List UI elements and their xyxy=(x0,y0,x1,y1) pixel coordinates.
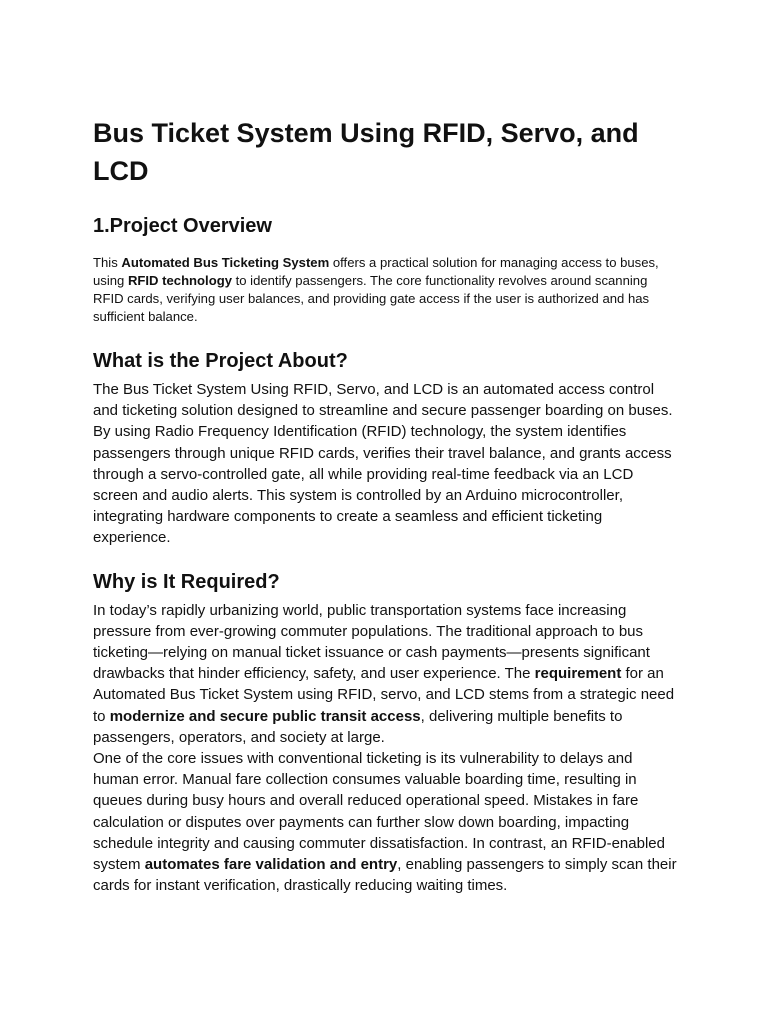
document-page xyxy=(93,114,678,896)
section-heading-what-is-project-about: What is the Project About? xyxy=(93,350,348,372)
bold-text-run: automates fare validation and entry xyxy=(144,856,398,874)
text-run: The Bus Ticket System Using RFID, Servo, and LCD is an automated access control and ticketing solution designed to streamline and secure passenger boarding on buses. By using Radio Frequency Identification (RFID) technology, the system identifies passengers through unique RFID cards, verifies their travel balance, and grants access through a servo-controlled gate, all while providing real-time feedback via an LCD screen and audio alerts. This system is controlled by an Arduino microcontroller, integrating hardware components to create a seamless and efficient ticketing experience. xyxy=(93,381,673,547)
text-run: to identify passengers. The core functionality revolves around scanning RFID cards, verifying user balances, and providing gate access if the user is authorized and has sufficient balance. xyxy=(93,273,650,324)
text-run: This xyxy=(93,255,122,270)
bold-text-run: Automated Bus Ticketing System xyxy=(121,255,330,270)
text-run: , delivering multiple benefits to passengers, operators, and society at large. xyxy=(93,707,623,746)
paragraph-what-is-project-about xyxy=(93,379,678,549)
bold-text-run: modernize and secure public transit access xyxy=(109,707,421,725)
text-run: offers a practical solution for managing access to buses, using xyxy=(93,255,659,288)
section-heading-why-required: Why is It Required? xyxy=(93,570,280,593)
text-run: One of the core issues with conventional ticketing is its vulnerability to delays and human error. Manual fare collection consumes valuable boarding time, resulting in queues during busy hours and overall reduced operational speed. Mistakes in fare calculation or disputes over payments can further slow down boarding, impacting schedule integrity and causing commuter dissatisfaction. In contrast, an RFID-enabled system xyxy=(93,750,665,874)
paragraph-why-required-2 xyxy=(93,748,678,896)
text-run: , enabling passengers to simply scan their cards for instant verification, drastically reducing waiting times. xyxy=(93,856,677,895)
section-heading-project-overview: 1.Project Overview xyxy=(93,215,272,237)
document-title: Bus Ticket System Using RFID, Servo, and LCD xyxy=(93,118,639,186)
paragraph-why-required-1 xyxy=(93,600,678,748)
bold-text-run: RFID technology xyxy=(127,273,232,288)
text-run: In today’s rapidly urbanizing world, public transportation systems face increasing pressure from ever-growing commuter populations. The traditional approach to bus ticketing—relying on manual ticket issuance or cash payments—presents significant drawbacks that hinder efficiency, safety, and user experience. The xyxy=(93,601,650,683)
paragraph-project-overview xyxy=(93,254,678,326)
bold-text-run: requirement xyxy=(534,665,622,683)
text-run: for an Automated Bus Ticket System using RFID, servo, and LCD stems from a strategic need to xyxy=(93,665,675,725)
